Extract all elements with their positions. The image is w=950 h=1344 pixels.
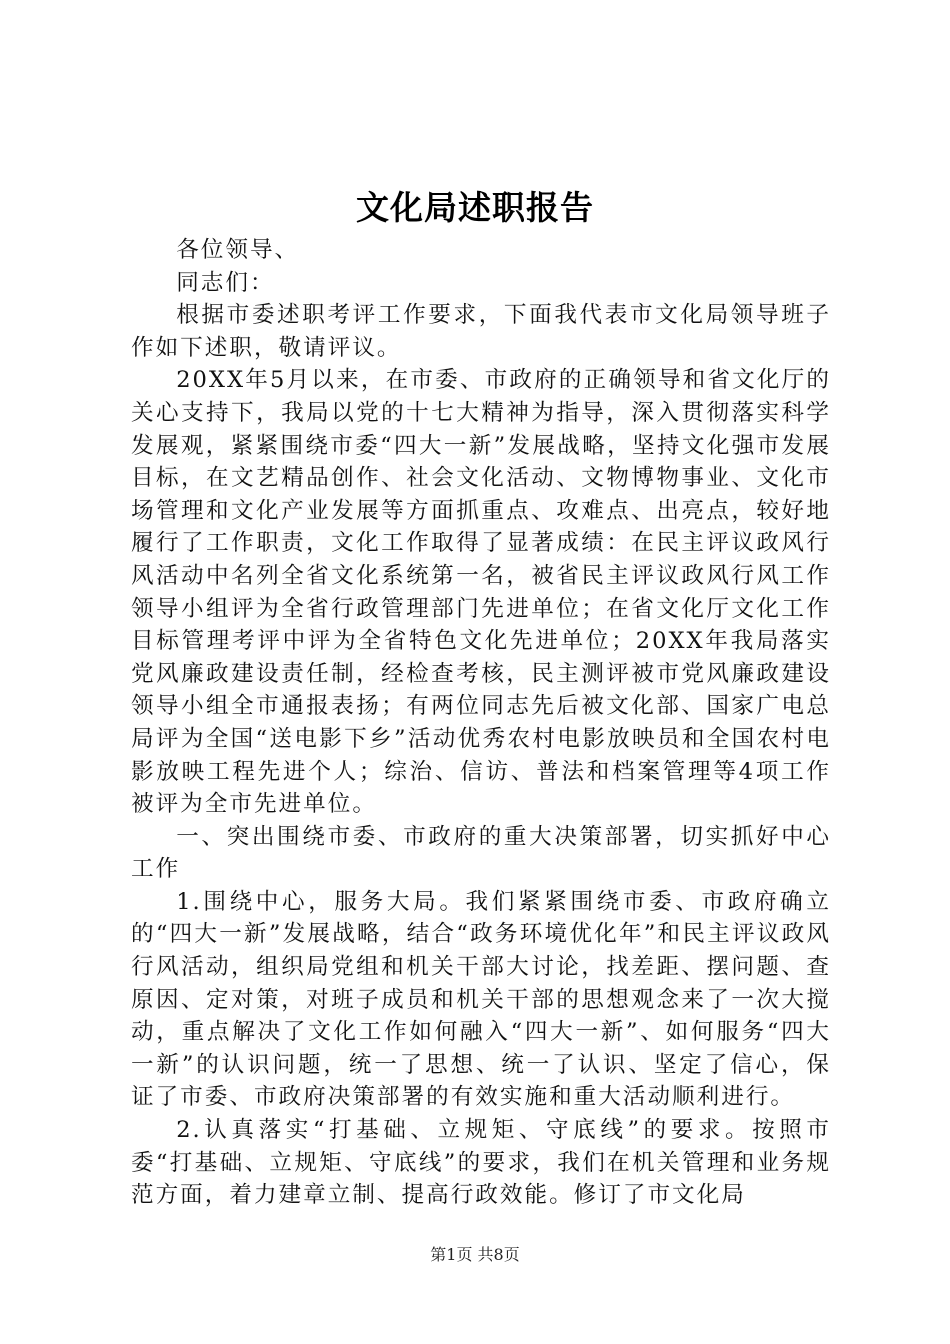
body-paragraph: 20XX年5月以来，在市委、市政府的正确领导和省文化厅的关心支持下，我局以党的十七大精神为指导，深入贯彻落实科学发展观，紧紧围绕市委“四大一新”发展战略，坚持文化强市发展目标，在文艺精品创作、社会文化活动、文物博物事业、文化市场管理和文化产业发展等方面抓重点、攻难点、出亮点，较好地履行了工作职责，文化工作取得了显著成绩：在民主评议政风行风活动中名列全省文化系统第一名，被省民主评议政风行风工作领导小组评为全省行政管理部门先进单位；在省文化厅文化工作目标管理考评中评为全省特色文化先进单位；20XX年我局落实党风廉政建设责任制，经检查考核，民主测评被市党风廉政建设领导小组全市通报表扬；有两位同志先后被文化部、国家广电总局评为全国“送电影下乡”活动优秀农村电影放映员和全国农村电影放映工程先进个人；综治、信访、普法和档案管理等4项工作被评为全市先进单位。 xyxy=(131,367,831,818)
salutation-line: 各位领导、 xyxy=(176,237,300,263)
body-paragraph: 根据市委述职考评工作要求，下面我代表市文化局领导班子作如下述职，敬请评议。 xyxy=(131,302,831,361)
document-title: 文化局述职报告 xyxy=(356,188,594,227)
document-body xyxy=(131,234,831,1212)
body-paragraph: 2.认真落实“打基础、立规矩、守底线”的要求。按照市委“打基础、立规矩、守底线”的要求，我们在机关管理和业务规范方面，着力建章立制、提高行政效能。修订了市文化局 xyxy=(131,1117,831,1209)
section-heading: 一、突出围绕市委、市政府的重大决策部署，切实抓好中心工作 xyxy=(131,823,831,883)
salutation-line: 同志们： xyxy=(176,269,275,296)
page-number-footer: 第1页 共8页 xyxy=(430,1245,520,1264)
body-paragraph: 1.围绕中心，服务大局。我们紧紧围绕市委、市政府确立的“四大一新”发展战略，结合“政务环境优化年”和民主评议政风行风活动，组织局党组和机关干部大讨论，找差距、摆问题、查原因、定对策，对班子成员和机关干部的思想观念来了一次大搅动，重点解决了文化工作如何融入“四大一新”、如何服务“四大一新”的认识问题，统一了思想、统一了认识、坚定了信心，保证了市委、市政府决策部署的有效实施和重大活动顺利进行。 xyxy=(131,888,831,1111)
